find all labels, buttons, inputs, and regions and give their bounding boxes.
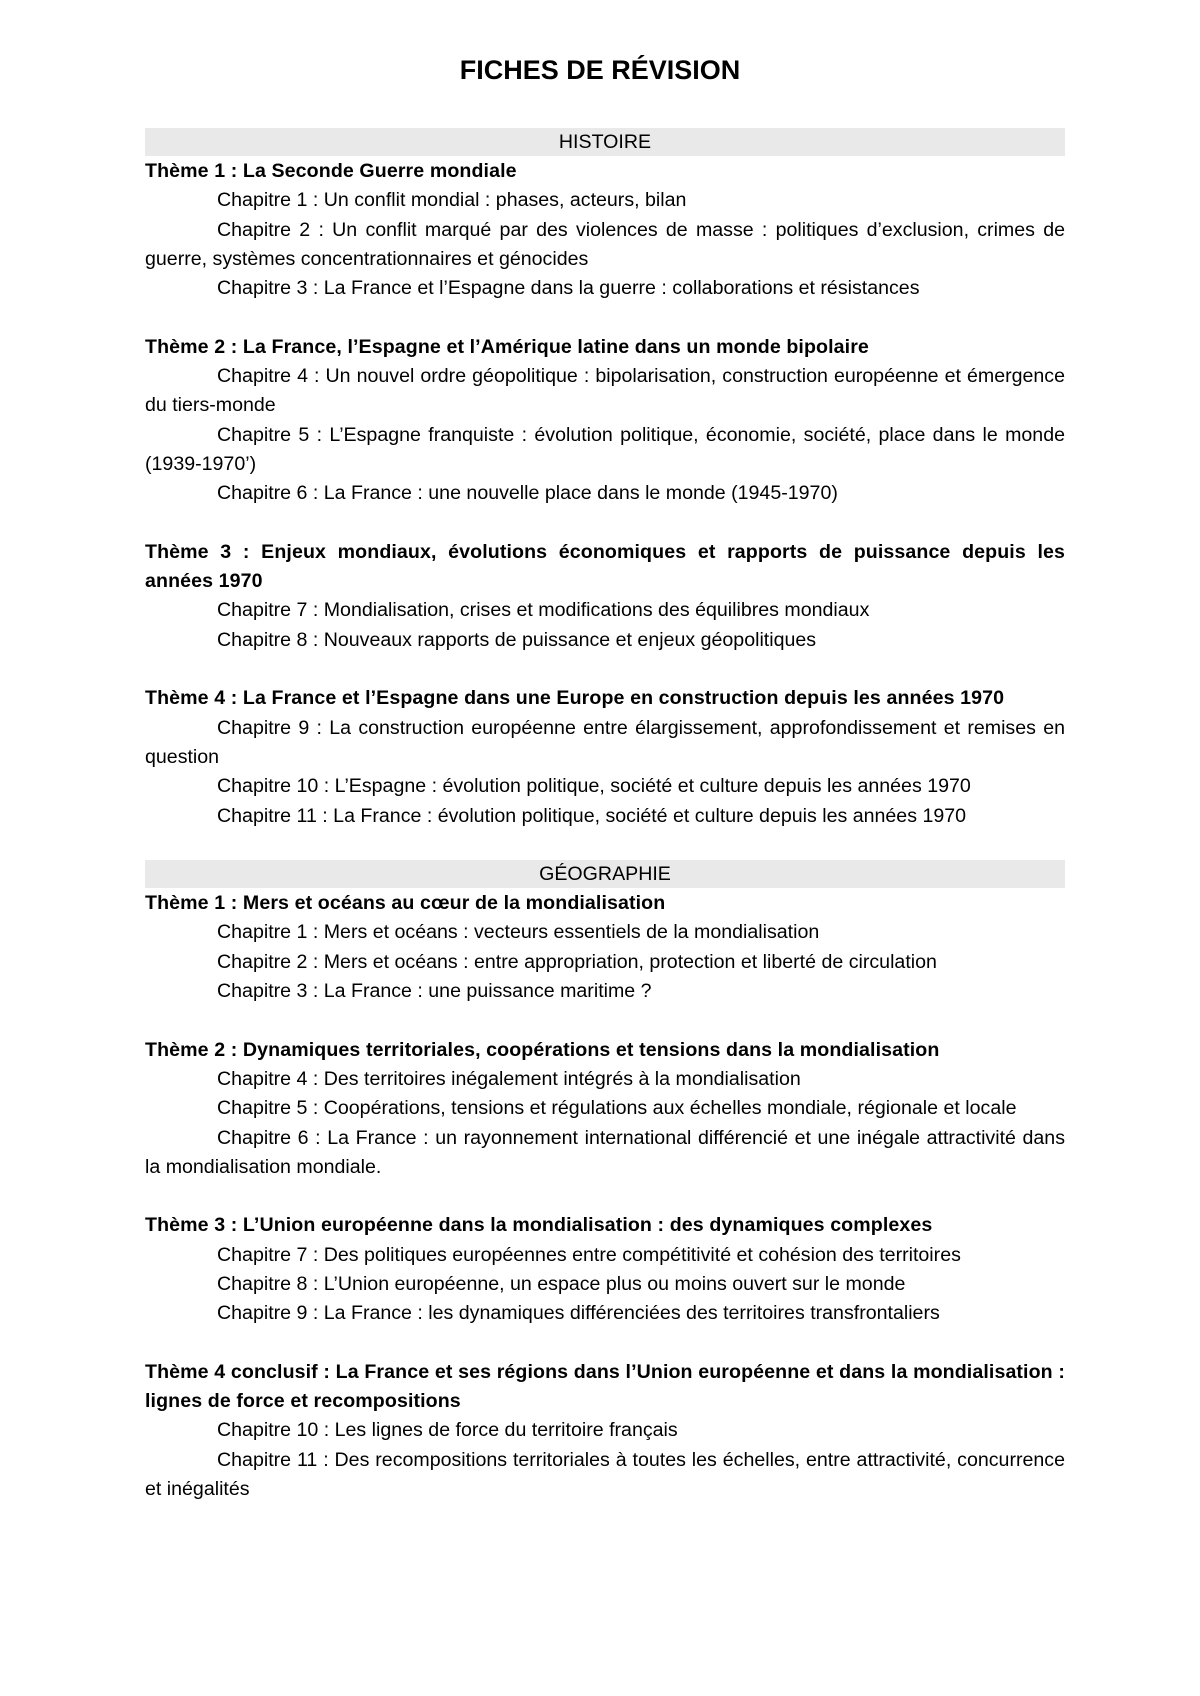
theme-block xyxy=(145,1036,1065,1182)
chapter-item: Chapitre 7 : Mondialisation, crises et modifications des équilibres mondiaux xyxy=(217,599,870,622)
document-body xyxy=(145,128,1065,1534)
chapter-item: Chapitre 11 : La France : évolution politique, société et culture depuis les années 1970 xyxy=(217,804,967,827)
chapter-item: Chapitre 9 : La France : les dynamiques différenciées des territoires transfrontaliers xyxy=(217,1302,940,1325)
theme-title: Thème 3 : L’Union européenne dans la mondialisation : des dynamiques complexes xyxy=(145,1214,933,1237)
theme-block xyxy=(145,333,1065,509)
chapter-item: Chapitre 3 : La France : une puissance maritime ? xyxy=(217,980,652,1003)
section-heading: HISTOIRE xyxy=(145,128,1065,156)
section-geographie xyxy=(145,860,1065,1504)
theme-block xyxy=(145,538,1065,655)
theme-title: Thème 2 : La France, l’Espagne et l’Amérique latine dans un monde bipolaire xyxy=(145,335,869,358)
chapter-item: Chapitre 8 : L’Union européenne, un espace plus ou moins ouvert sur le monde xyxy=(217,1272,906,1295)
chapter-item: Chapitre 6 : La France : une nouvelle place dans le monde (1945-1970) xyxy=(217,482,838,505)
chapter-item: Chapitre 10 : Les lignes de force du territoire français xyxy=(217,1419,678,1442)
page-title: FICHES DE RÉVISION xyxy=(459,55,741,85)
chapter-item: Chapitre 2 : Un conflit marqué par des violences de masse : politiques d’exclusion, crimes de guerre, systèmes concentrationnaires et génocides xyxy=(145,218,1065,270)
chapter-item: Chapitre 1 : Mers et océans : vecteurs essentiels de la mondialisation xyxy=(217,921,820,944)
section-histoire xyxy=(145,128,1065,831)
chapter-item: Chapitre 4 : Un nouvel ordre géopolitique : bipolarisation, construction européenne et émergence du tiers-monde xyxy=(145,365,1065,417)
theme-title: Thème 2 : Dynamiques territoriales, coopérations et tensions dans la mondialisation xyxy=(145,1038,940,1061)
chapter-item: Chapitre 5 : L’Espagne franquiste : évolution politique, économie, société, place dans le monde (1939-1970’) xyxy=(145,423,1065,475)
chapter-item: Chapitre 3 : La France et l’Espagne dans la guerre : collaborations et résistances xyxy=(217,277,920,300)
chapter-item: Chapitre 11 : Des recompositions territoriales à toutes les échelles, entre attractivité, concurrence et inégalités xyxy=(145,1448,1065,1501)
theme-title: Thème 1 : Mers et océans au cœur de la mondialisation xyxy=(145,892,666,915)
chapter-item: Chapitre 9 : La construction européenne entre élargissement, approfondissement et remises en question xyxy=(145,716,1065,768)
theme-block xyxy=(145,684,1065,830)
theme-title: Thème 4 : La France et l’Espagne dans une Europe en construction depuis les années 1970 xyxy=(145,687,1005,710)
chapter-item: Chapitre 8 : Nouveaux rapports de puissance et enjeux géopolitiques xyxy=(217,628,817,651)
theme-title: Thème 1 : La Seconde Guerre mondiale xyxy=(145,160,517,182)
chapter-item: Chapitre 5 : Coopérations, tensions et régulations aux échelles mondiale, régionale et locale xyxy=(217,1097,1017,1120)
theme-block xyxy=(145,889,1065,1006)
theme-block xyxy=(145,1211,1065,1328)
chapter-item: Chapitre 2 : Mers et océans : entre appropriation, protection et liberté de circulation xyxy=(217,950,937,973)
theme-title: Thème 4 conclusif : La France et ses régions dans l’Union européenne et dans la mondialisation : lignes de force et recompositions xyxy=(145,1360,1065,1413)
chapter-item: Chapitre 6 : La France : un rayonnement international différencié et une inégale attractivité dans la mondialisation mondiale. xyxy=(145,1126,1065,1178)
theme-block xyxy=(145,1358,1065,1504)
chapter-item: Chapitre 10 : L’Espagne : évolution politique, société et culture depuis les années 1970 xyxy=(217,775,971,798)
chapter-item: Chapitre 4 : Des territoires inégalement intégrés à la mondialisation xyxy=(217,1067,801,1090)
section-heading: GÉOGRAPHIE xyxy=(145,860,1065,888)
theme-title: Thème 3 : Enjeux mondiaux, évolutions économiques et rapports de puissance depuis les années 1970 xyxy=(145,540,1065,593)
chapter-item: Chapitre 7 : Des politiques européennes entre compétitivité et cohésion des territoires xyxy=(217,1243,961,1266)
theme-block xyxy=(145,157,1065,303)
chapter-item: Chapitre 1 : Un conflit mondial : phases, acteurs, bilan xyxy=(217,189,687,212)
